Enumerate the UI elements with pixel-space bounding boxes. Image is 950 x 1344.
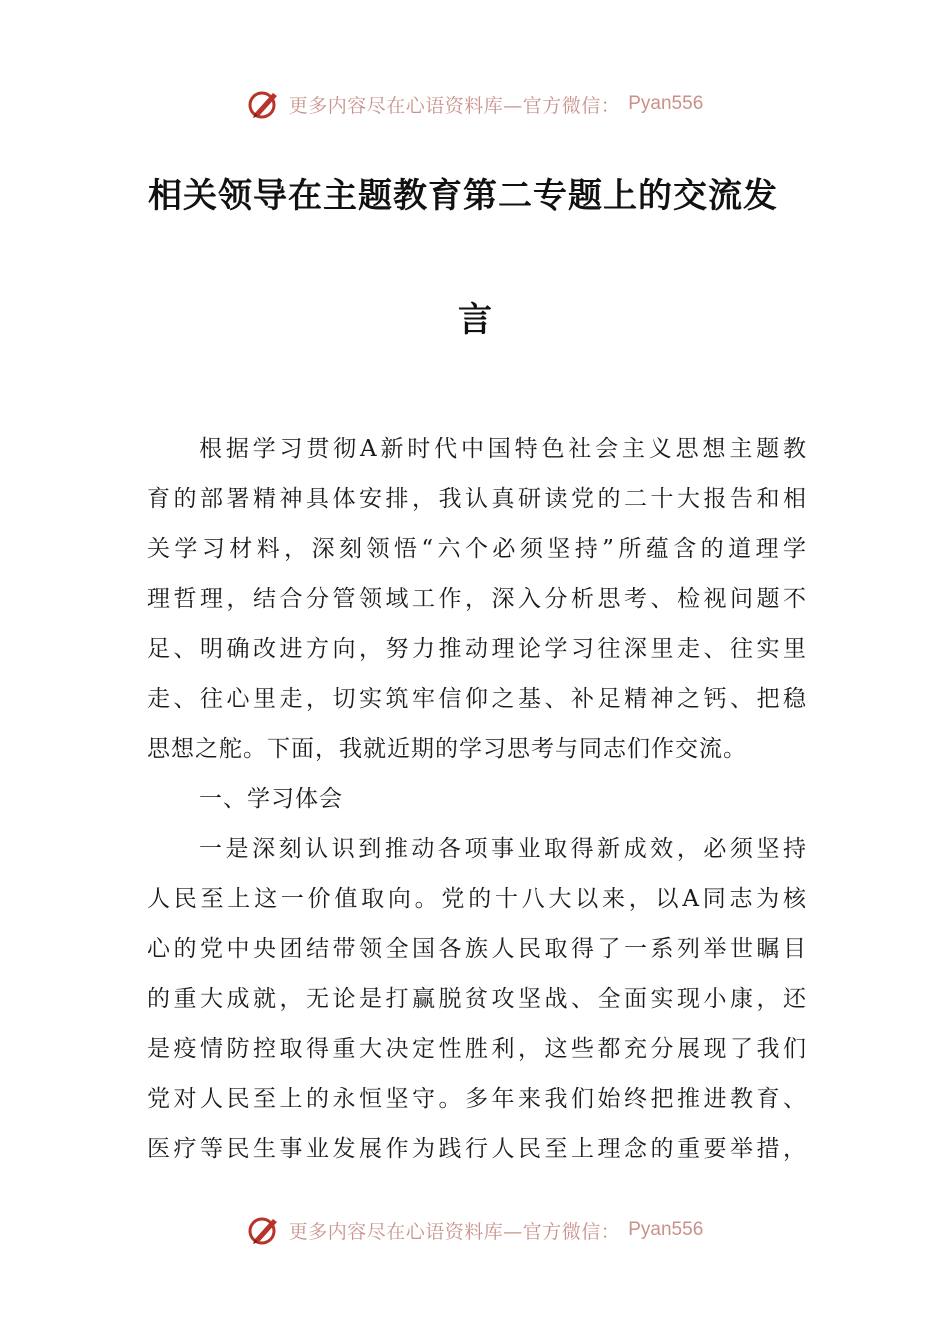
body-line: 党对人民至上的永恒坚守。多年来我们始终把推进教育、: [147, 1086, 807, 1112]
watermark-wechat-id: Pyan556: [628, 93, 704, 114]
body-line: 人民至上这一价值取向。党的十八大以来，以A同志为核: [147, 886, 807, 912]
pen-circle-icon: [247, 1213, 281, 1247]
body-line: 关学习材料，深刻领悟“六个必须坚持”所蕴含的道理学: [147, 536, 807, 562]
document-title-line1: 相关领导在主题教育第二专题上的交流发: [148, 176, 778, 216]
watermark-text: 更多内容尽在心语资料库—官方微信：: [288, 1220, 621, 1243]
document-body: [147, 424, 807, 1174]
watermark-wechat-id: Pyan556: [628, 1219, 704, 1240]
body-line: 理哲理，结合分管领域工作，深入分析思考、检视问题不: [147, 586, 807, 612]
watermark-banner-top: [0, 84, 950, 124]
body-line: 走、往心里走，切实筑牢信仰之基、补足精神之钙、把稳: [147, 686, 807, 712]
document-title-line2: 言: [458, 300, 492, 340]
pen-circle-icon: [247, 87, 281, 121]
body-line: 医疗等民生事业发展作为践行人民至上理念的重要举措，: [147, 1136, 807, 1162]
body-line: 一、学习体会: [199, 786, 343, 812]
body-line: 根据学习贯彻A新时代中国特色社会主义思想主题教: [199, 436, 807, 462]
watermark-banner-bottom: [0, 1210, 950, 1250]
body-line: 是疫情防控取得重大决定性胜利，这些都充分展现了我们: [147, 1036, 807, 1062]
body-line: 育的部署精神具体安排，我认真研读党的二十大报告和相: [147, 486, 807, 512]
body-line: 思想之舵。下面，我就近期的学习思考与同志们作交流。: [147, 736, 747, 762]
body-line: 的重大成就，无论是打赢脱贫攻坚战、全面实现小康，还: [147, 986, 807, 1012]
body-line: 一是深刻认识到推动各项事业取得新成效，必须坚持: [199, 836, 807, 862]
body-line: 心的党中央团结带领全国各族人民取得了一系列举世瞩目: [147, 936, 807, 962]
watermark-text: 更多内容尽在心语资料库—官方微信：: [288, 94, 621, 117]
body-line: 足、明确改进方向，努力推动理论学习往深里走、往实里: [147, 636, 807, 662]
